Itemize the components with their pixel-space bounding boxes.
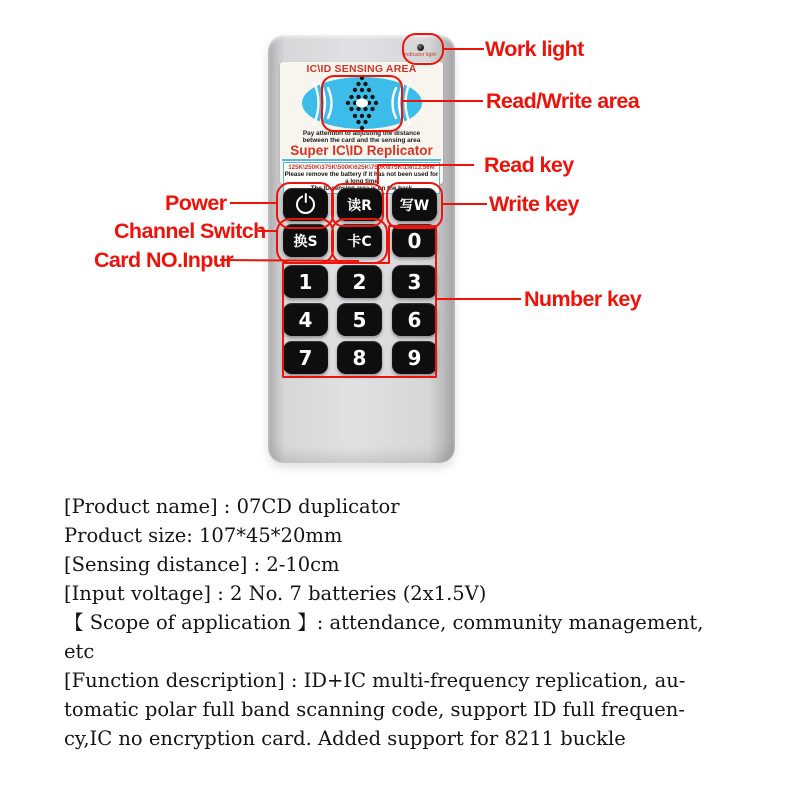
sensing-area-title: IC\ID SENSING AREA	[306, 63, 417, 75]
work-light-led	[417, 44, 424, 51]
frequency-list: 125K\250K\375K\500K\625K\750K\875K\1M\13.56M	[288, 164, 435, 171]
key-4: 4	[283, 303, 328, 336]
power-button	[283, 188, 328, 221]
indicator-light-caption: indicator light	[404, 52, 436, 58]
read-button: 读R	[337, 188, 382, 221]
sensing-waves-graphic	[300, 76, 424, 130]
key-2: 2	[337, 265, 382, 298]
channel-switch-label: Channel Switch	[114, 219, 266, 243]
sticker-note-line2: between the card and the sensing area	[302, 137, 421, 144]
description-line: cy,IC no encryption card. Added support for 8211 buckle	[64, 727, 626, 750]
description-line: [Function description] : ID+IC multi-frequency replication, au-	[64, 669, 686, 692]
description-line: [Input voltage] : 2 No. 7 batteries (2x1.5V)	[64, 582, 487, 605]
description-line: etc	[64, 640, 95, 663]
card-button: 卡C	[337, 224, 382, 257]
read-key-label: Read key	[484, 153, 574, 177]
duplicator-device	[268, 35, 455, 463]
key-5: 5	[337, 303, 382, 336]
key-7: 7	[283, 341, 328, 374]
key-3: 3	[392, 265, 437, 298]
write-button: 写W	[392, 188, 437, 221]
front-sticker	[280, 62, 443, 192]
channel-button: 换S	[283, 224, 328, 257]
product-description	[64, 492, 754, 753]
power-label: Power	[165, 191, 227, 215]
product-title: Super IC\ID Replicator	[290, 143, 433, 158]
center-dot	[356, 99, 368, 108]
back-sensing-note: ID on the	[323, 185, 397, 192]
key-8: 8	[337, 341, 382, 374]
description-line: [Product name] : 07CD duplicator	[64, 495, 400, 518]
description-line: tomatic polar full band scanning code, support ID full frequen-	[64, 698, 685, 721]
battery-warning: Please remove the battery if it has not been used for a long time	[284, 171, 439, 185]
description-line: 【 Scope of application 】: attendance, community management,	[64, 611, 704, 634]
key-9: 9	[392, 341, 437, 374]
key-1: 1	[283, 265, 328, 298]
sticker-divider	[282, 159, 441, 161]
write-key-label: Write key	[489, 192, 579, 216]
card-no-input-label: Card NO.Inpur	[94, 248, 234, 272]
description-line: [Sensing distance] : 2-10cm	[64, 553, 340, 576]
key-0: 0	[392, 224, 437, 257]
sticker-note-line1: Pay attention to adjusting the distance	[302, 130, 421, 137]
work-light-label: Work light	[485, 37, 584, 61]
description-line: Product size: 107*45*20mm	[64, 524, 343, 547]
read-write-area-label: Read/Write area	[486, 89, 640, 113]
power-icon	[296, 195, 315, 214]
key-6: 6	[392, 303, 437, 336]
number-key-label: Number key	[524, 287, 642, 311]
